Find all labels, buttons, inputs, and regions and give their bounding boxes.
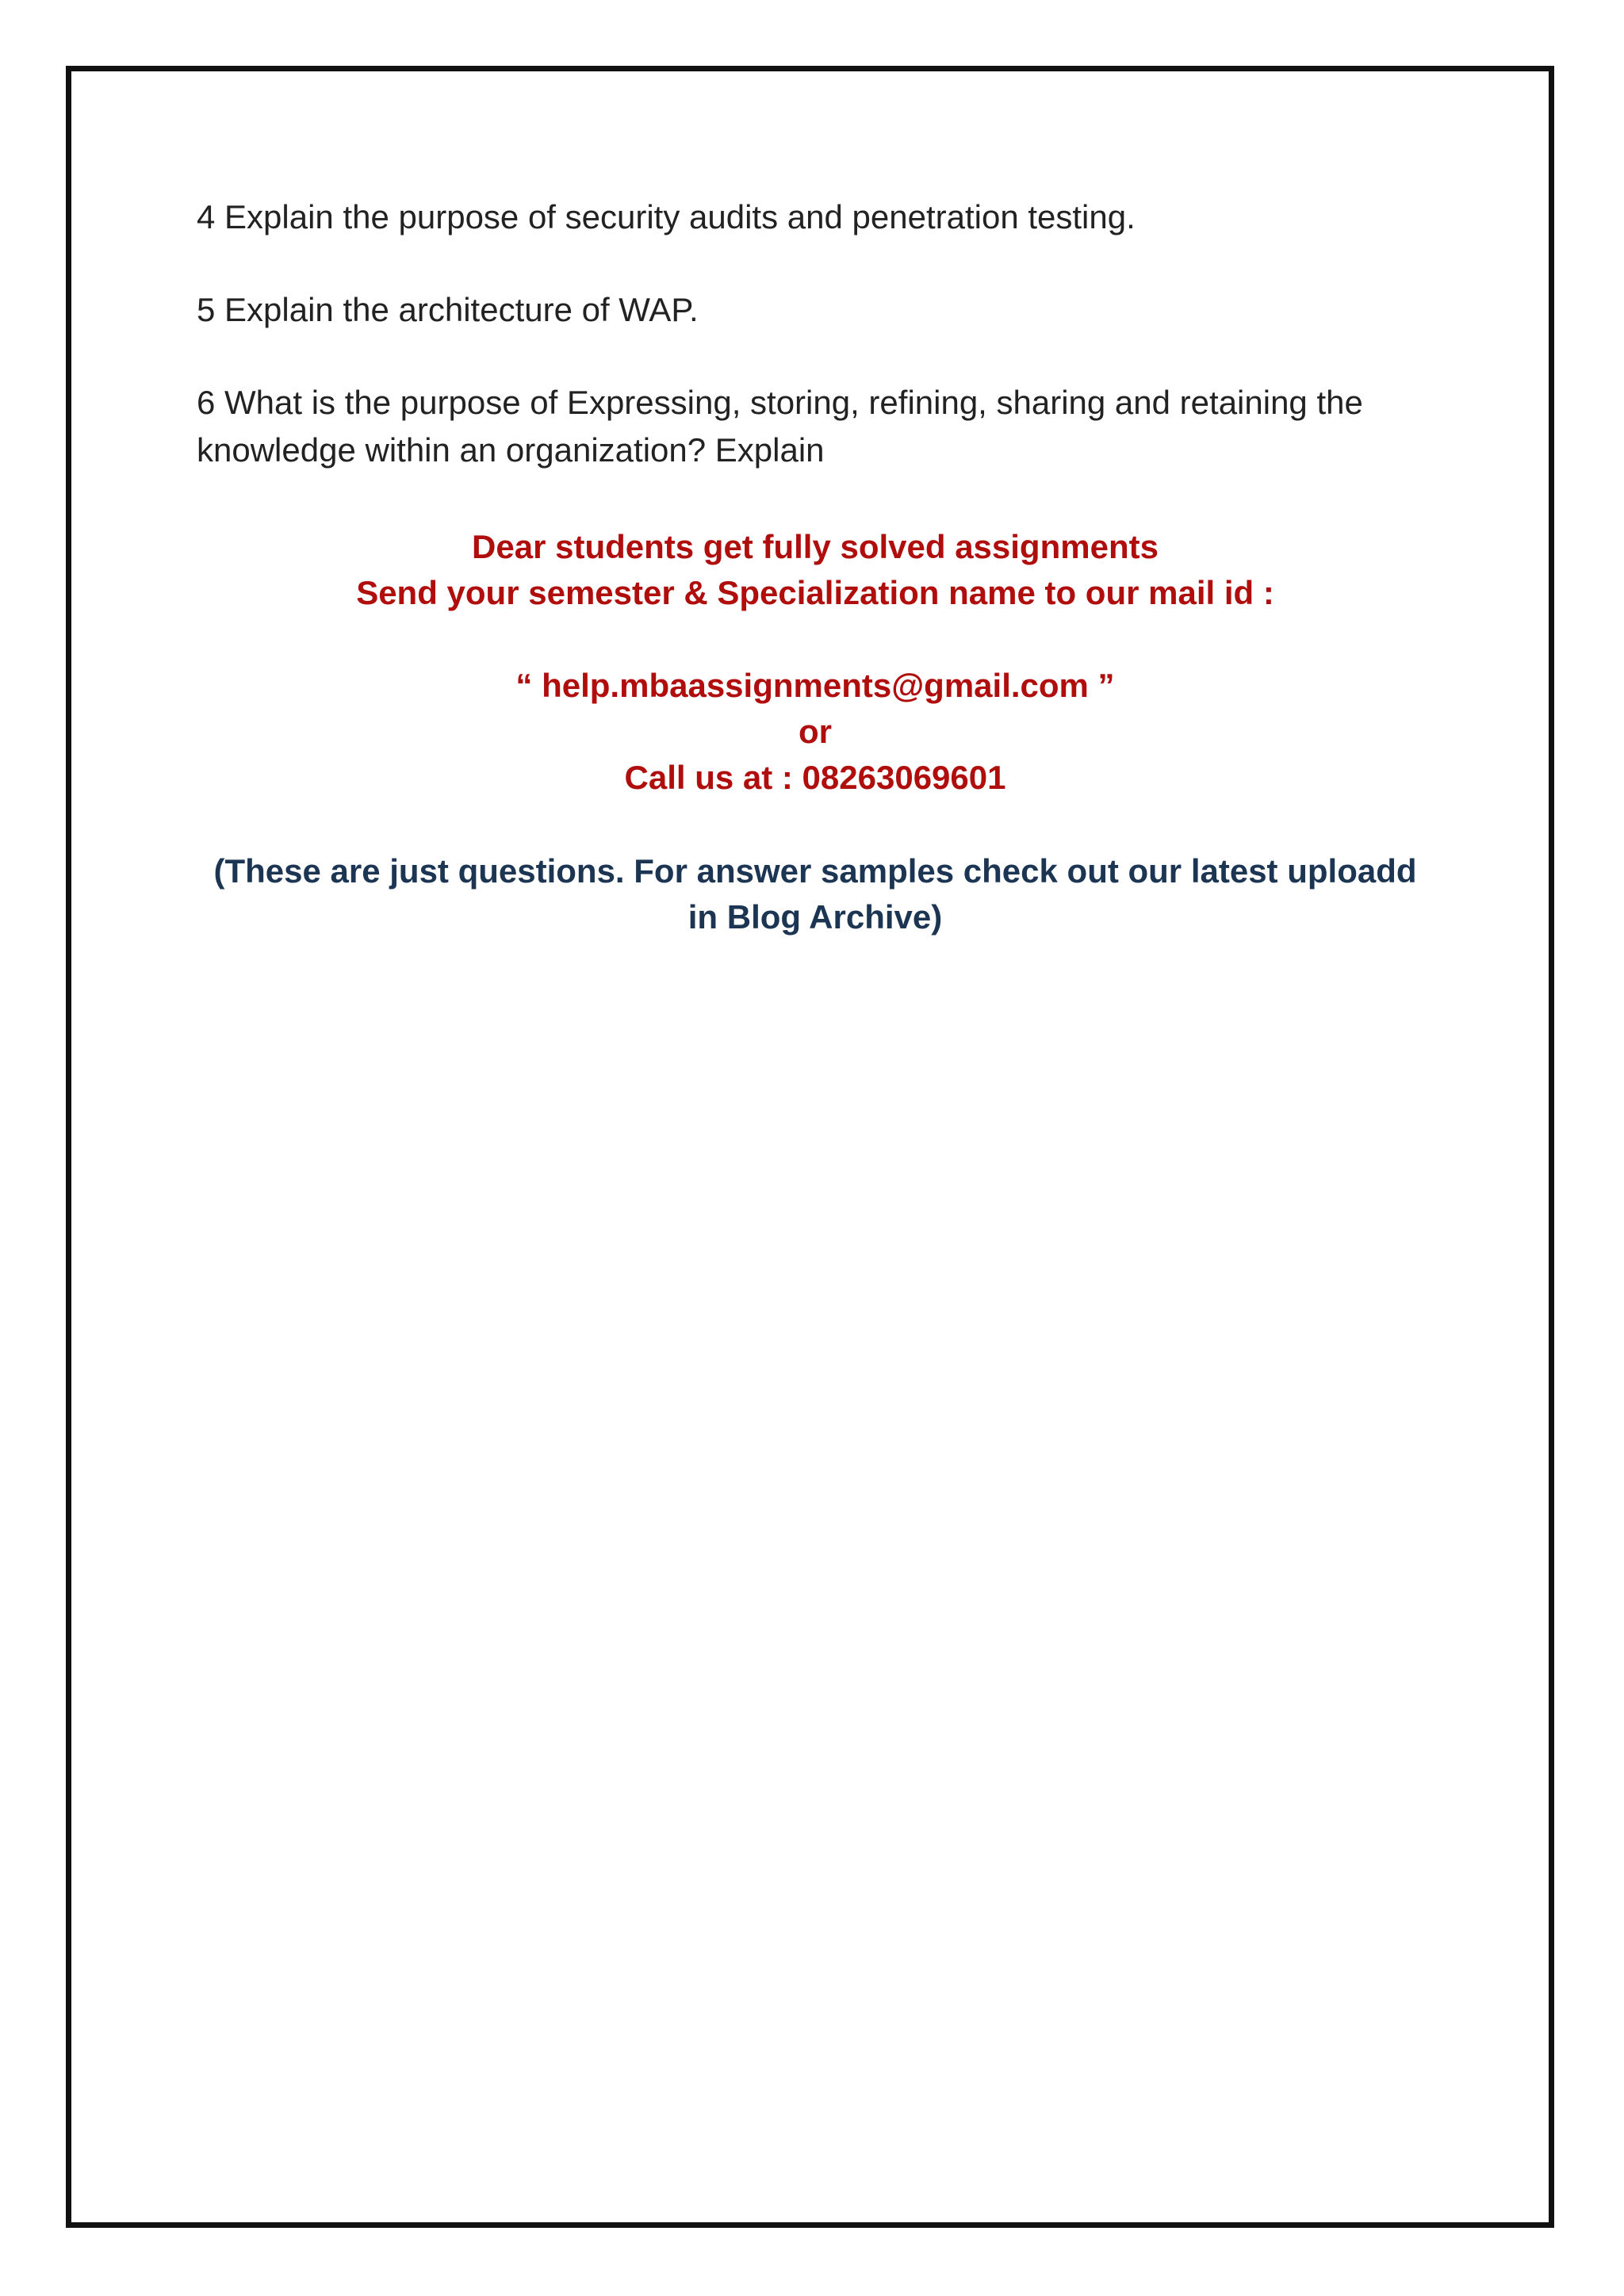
question-number: 4	[197, 198, 216, 235]
question-number: 6	[197, 384, 216, 421]
notice-or: or	[799, 713, 832, 750]
question-4	[197, 193, 1434, 241]
question-6	[197, 379, 1434, 474]
notice-disclaimer: (These are just questions. For answer samples check out our latest uploadd in Blog Archive)	[213, 852, 1417, 936]
question-5	[197, 286, 1434, 334]
question-text: Explain the architecture of WAP.	[224, 291, 699, 328]
notice-instruction: Send your semester & Specialization name to our mail id :	[356, 574, 1274, 611]
notice-email: “ help.mbaassignments@gmail.com ”	[515, 667, 1115, 704]
question-number: 5	[197, 291, 216, 328]
question-text: What is the purpose of Expressing, storing, refining, sharing and retaining the knowledge within an organization? Explain	[197, 384, 1363, 469]
notice-phone: Call us at : 08263069601	[624, 759, 1006, 796]
notice-headline: Dear students get fully solved assignments	[472, 528, 1159, 565]
question-text: Explain the purpose of security audits and penetration testing.	[224, 198, 1136, 235]
